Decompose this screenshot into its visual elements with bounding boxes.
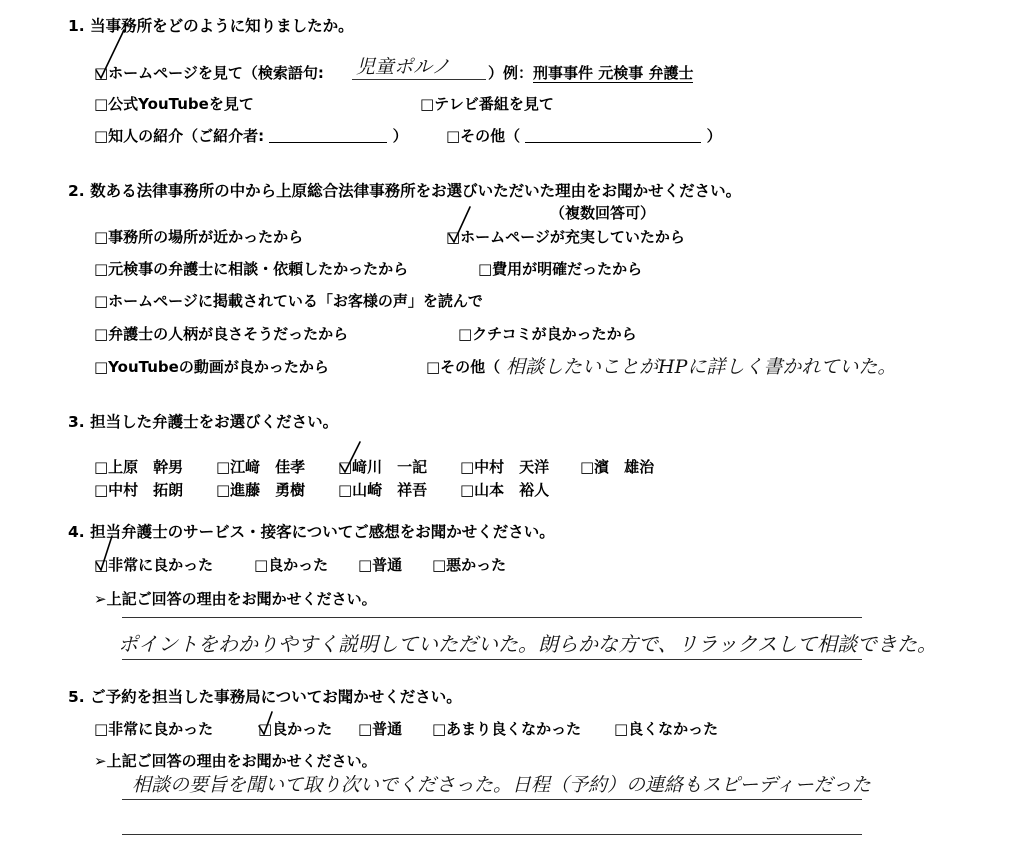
q4-title: 4. 担当弁護士のサービス・接客についてご感想をお聞かせください。 xyxy=(68,523,555,541)
q3-lawyer-yamazaki[interactable]: □山崎 祥吾 xyxy=(338,481,428,499)
q1-homepage-label: □ホームページを見て（検索語句: xyxy=(94,64,324,82)
q5-reason-label: 上記ご回答の理由をお聞かせください。 xyxy=(106,752,377,770)
q1-other-close: ） xyxy=(706,127,722,145)
q2-option-youtube[interactable]: □YouTubeの動画が良かったから xyxy=(94,358,329,376)
q2-multi-note: （複数回答可） xyxy=(550,204,656,222)
q1-title: 1. 当事務所をどのように知りましたか。 xyxy=(68,17,354,35)
q2-option-fees[interactable]: □費用が明確だったから xyxy=(478,260,643,278)
q3-lawyer-nakamura-k[interactable]: □中村 拓朗 xyxy=(94,481,184,499)
arrow-icon: ➢ xyxy=(94,590,107,608)
q3-lawyer-shindo[interactable]: □進藤 勇樹 xyxy=(216,481,306,499)
q1-referral-label: □知人の紹介（ご紹介者: xyxy=(94,127,265,145)
q5-reason-handwriting: 相談の要旨を聞いて取り次いでくださった。日程（予約）の連絡もスピーディーだった xyxy=(132,774,871,796)
check-q5-good-icon xyxy=(259,712,272,734)
q2-option-reviews[interactable]: □クチコミが良かったから xyxy=(458,325,637,343)
q5-rating-bad[interactable]: □良くなかった xyxy=(614,720,719,738)
q1-referral-close: ） xyxy=(392,127,408,145)
q2-option-testimonials[interactable]: □ホームページに掲載されている「お客様の声」を読んで xyxy=(94,292,483,310)
q1-option-tv[interactable]: □テレビ番組を見て xyxy=(420,95,554,113)
q3-lawyer-uehara[interactable]: □上原 幹男 xyxy=(94,458,184,476)
q3-lawyer-hama[interactable]: □濱 雄治 xyxy=(580,458,655,476)
arrow-icon: ➢ xyxy=(94,752,107,770)
q4-reason-label: 上記ご回答の理由をお聞かせください。 xyxy=(106,590,377,608)
check-q3-sakikawa-icon xyxy=(340,442,360,472)
q4-rating-bad[interactable]: □悪かった xyxy=(432,556,507,574)
q4-reason-handwriting: ポイントをわかりやすく説明していただいた。朗らかな方で、リラックスして相談できた。 xyxy=(118,632,937,656)
q5-title: 5. ご予約を担当した事務局についてお聞かせください。 xyxy=(68,688,462,706)
q1-example-terms: 刑事事件 元検事 弁護士 xyxy=(533,64,694,82)
q3-lawyer-yamamoto[interactable]: □山本 裕人 xyxy=(460,481,550,499)
q4-rating-normal[interactable]: □普通 xyxy=(358,556,403,574)
q3-lawyer-nakamura-t[interactable]: □中村 天洋 xyxy=(460,458,550,476)
q3-lawyer-ezaki[interactable]: □江﨑 佳孝 xyxy=(216,458,306,476)
check-q2-homepage-icon xyxy=(449,207,470,242)
q1-option-youtube[interactable]: □公式YouTubeを見て xyxy=(94,95,254,113)
q1-search-term-handwriting: 児童ポルノ xyxy=(356,56,451,78)
q2-option-other[interactable]: □その他（ xyxy=(426,358,501,376)
q2-other-handwriting: 相談したいことがHPに詳しく書かれていた。 xyxy=(506,356,897,378)
check-q4-very-good-icon xyxy=(96,536,112,570)
q5-rating-good[interactable]: □良かった xyxy=(258,720,333,738)
q4-rating-good[interactable]: □良かった xyxy=(254,556,329,574)
q1-other-label: □その他（ xyxy=(446,127,521,145)
q4-rating-very-good[interactable]: □非常に良かった xyxy=(94,556,214,574)
q5-rating-not-so-good[interactable]: □あまり良くなかった xyxy=(432,720,582,738)
q2-title: 2. 数ある法律事務所の中から上原総合法律事務所をお選びいただいた理由をお聞かせください。 xyxy=(68,182,742,200)
q2-option-homepage[interactable]: □ホームページが充実していたから xyxy=(446,228,685,246)
q5-rating-very-good[interactable]: □非常に良かった xyxy=(94,720,214,738)
q2-option-personality[interactable]: □弁護士の人柄が良さそうだったから xyxy=(94,325,349,343)
q3-lawyer-sakikawa[interactable]: □﨑川 一記 xyxy=(338,458,428,476)
q1-example-label: ）例： xyxy=(488,64,534,82)
q5-rating-normal[interactable]: □普通 xyxy=(358,720,403,738)
q2-option-location[interactable]: □事務所の場所が近かったから xyxy=(94,228,304,246)
q3-title: 3. 担当した弁護士をお選びください。 xyxy=(68,413,339,431)
check-q1-homepage-icon xyxy=(96,30,124,78)
q2-option-ex-prosecutor[interactable]: □元検事の弁護士に相談・依頼したかったから xyxy=(94,260,409,278)
